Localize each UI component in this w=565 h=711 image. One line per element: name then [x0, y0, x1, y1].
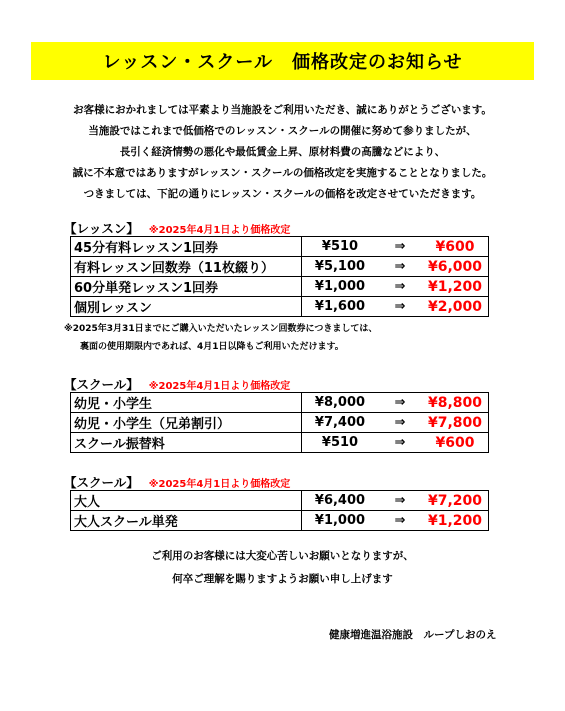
school-price-table — [70, 392, 489, 453]
table-row — [71, 511, 489, 531]
school-section-heading — [64, 375, 290, 393]
old-price: ¥1,000 — [314, 513, 366, 528]
old-price: ¥8,000 — [314, 395, 366, 410]
table-row — [71, 277, 489, 297]
table-row — [71, 393, 489, 413]
new-price: ¥600 — [435, 434, 475, 451]
intro-paragraph — [20, 100, 545, 205]
arrow-icon: ⇒ — [394, 415, 406, 430]
arrow-icon: ⇒ — [394, 239, 406, 254]
adult-school-price-table — [70, 490, 489, 531]
notice-title-banner — [31, 42, 534, 80]
new-price: ¥1,200 — [427, 512, 483, 529]
lesson-price-table — [70, 236, 489, 317]
price-cell — [302, 491, 489, 511]
closing-paragraph — [20, 545, 545, 591]
table-row — [71, 257, 489, 277]
arrow-icon: ⇒ — [394, 395, 406, 410]
arrow-icon: ⇒ — [394, 493, 406, 508]
intro-line: 長引く経済情勢の悪化や最低賃金上昇、原材料費の高騰などにより、 — [119, 146, 446, 158]
price-cell — [302, 511, 489, 531]
old-price: ¥6,400 — [314, 493, 366, 508]
arrow-icon: ⇒ — [394, 513, 406, 528]
intro-line: 誠に不本意ではありますがレッスン・スクールの価格改定を実施することとなりました。 — [72, 167, 493, 179]
arrow-icon: ⇒ — [394, 299, 406, 314]
table-row — [71, 297, 489, 317]
price-cell — [302, 433, 489, 453]
notice-title: レッスン・スクール 価格改定のお知らせ — [102, 52, 463, 73]
new-price: ¥7,200 — [427, 492, 483, 509]
arrow-icon: ⇒ — [394, 259, 406, 274]
arrow-icon: ⇒ — [394, 435, 406, 450]
item-name: スクール振替料 — [71, 433, 302, 453]
old-price: ¥1,600 — [314, 299, 366, 314]
item-name: 幼児・小学生 — [71, 393, 302, 413]
adult-school-section-heading — [64, 473, 290, 491]
price-cell — [302, 237, 489, 257]
table-row — [71, 237, 489, 257]
arrow-icon: ⇒ — [394, 279, 406, 294]
price-cell — [302, 257, 489, 277]
intro-line: お客様におかれましては平素より当施設をご利用いただき、誠にありがとうございます。 — [73, 104, 492, 116]
intro-line: 当施設ではこれまで低価格でのレッスン・スクールの開催に努めて参りましたが、 — [88, 125, 477, 137]
new-price: ¥600 — [435, 238, 475, 255]
section-note: ※2025年4月1日より価格改定 — [148, 381, 291, 392]
price-cell — [302, 413, 489, 433]
item-name: 大人 — [71, 491, 302, 511]
table-row — [71, 413, 489, 433]
section-note: ※2025年4月1日より価格改定 — [148, 479, 291, 490]
old-price: ¥5,100 — [314, 259, 366, 274]
item-name: 60分単発レッスン1回券 — [71, 277, 302, 297]
new-price: ¥8,800 — [427, 394, 483, 411]
old-price: ¥510 — [321, 435, 359, 450]
section-title: 【スクール】 — [64, 377, 139, 392]
new-price: ¥6,000 — [427, 258, 483, 275]
lesson-section-heading — [64, 219, 290, 237]
item-name: 幼児・小学生（兄弟割引） — [71, 413, 302, 433]
facility-signature: 健康増進温浴施設 ループしおのえ — [329, 629, 497, 641]
new-price: ¥7,800 — [427, 414, 483, 431]
section-title: 【スクール】 — [64, 475, 139, 490]
item-name: 有料レッスン回数券（11枚綴り） — [71, 257, 302, 277]
closing-line: ご利用のお客様には大変心苦しいお願いとなりますが、 — [151, 550, 414, 562]
item-name: 45分有料レッスン1回券 — [71, 237, 302, 257]
price-cell — [302, 297, 489, 317]
section-note: ※2025年4月1日より価格改定 — [148, 225, 291, 236]
price-cell — [302, 277, 489, 297]
section-title: 【レッスン】 — [64, 221, 139, 236]
table-row — [71, 491, 489, 511]
price-cell — [302, 393, 489, 413]
new-price: ¥2,000 — [427, 298, 483, 315]
item-name: 大人スクール単発 — [71, 511, 302, 531]
item-name: 個別レッスン — [71, 297, 302, 317]
table-row — [71, 433, 489, 453]
lesson-footnote: 裏面の使用期限内であれば、4月1日以降もご利用いただけます。 — [80, 342, 344, 352]
old-price: ¥7,400 — [314, 415, 366, 430]
lesson-footnote: ※2025年3月31日までにご購入いただいたレッスン回数券につきましては、 — [64, 324, 378, 334]
closing-line: 何卒ご理解を賜りますようお願い申し上げます — [172, 573, 393, 585]
new-price: ¥1,200 — [427, 278, 483, 295]
intro-line: つきましては、下記の通りにレッスン・スクールの価格を改定させていただきます。 — [83, 188, 482, 200]
old-price: ¥510 — [321, 239, 359, 254]
old-price: ¥1,000 — [314, 279, 366, 294]
